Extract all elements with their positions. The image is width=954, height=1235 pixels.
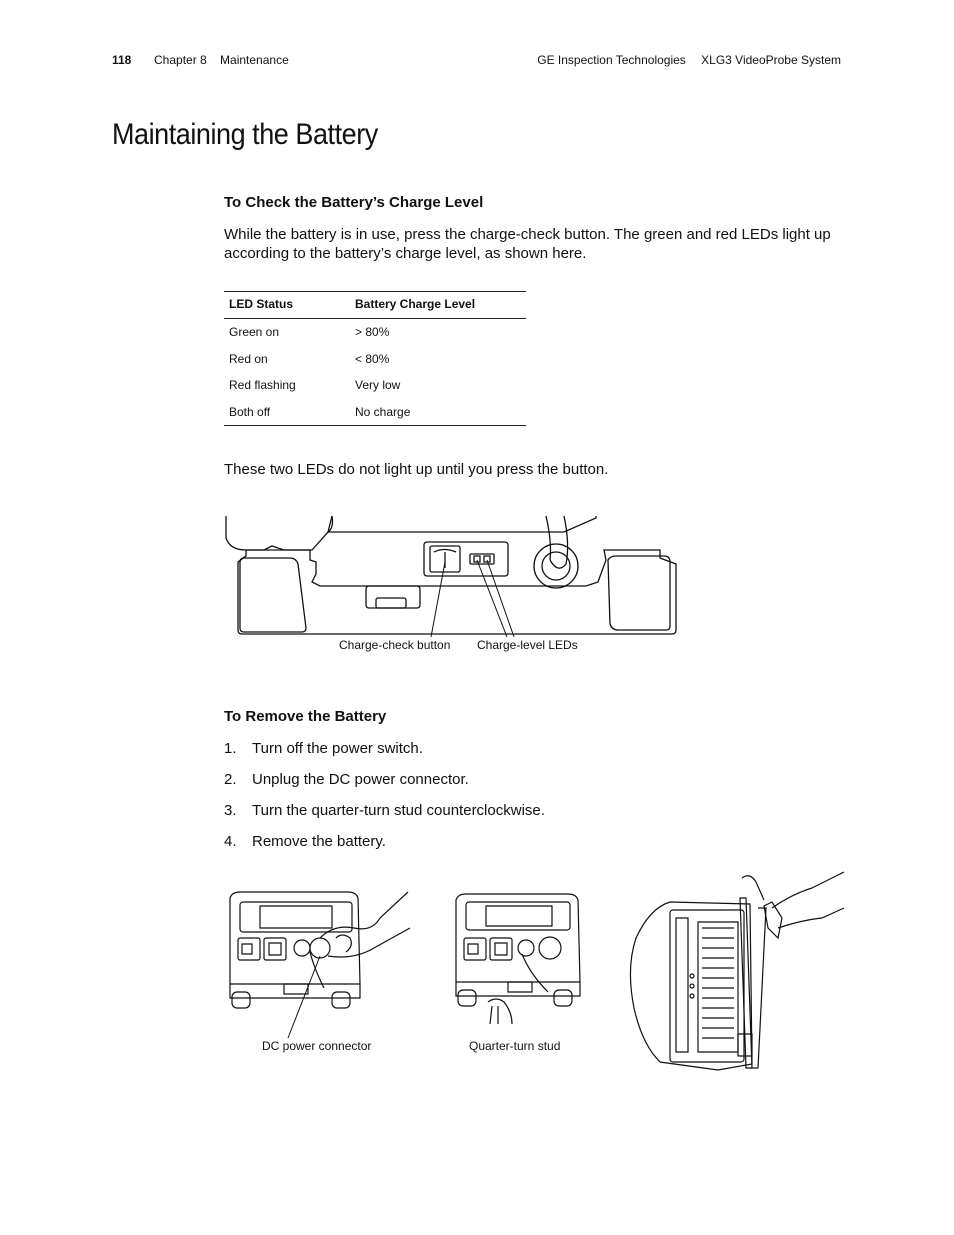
table-row (224, 319, 526, 346)
page-number: 118 (112, 53, 132, 67)
battery-indicator-illustration (224, 512, 684, 642)
remove-heading: To Remove the Battery (224, 708, 387, 725)
table-row (224, 399, 526, 426)
charge-level-leds-label: Charge-level LEDs (477, 638, 578, 652)
table-header-row (224, 292, 526, 319)
led-status-table (224, 291, 526, 426)
column-header: LED Status (224, 292, 350, 319)
table-row (224, 372, 526, 399)
unplug-dc-connector-illustration (224, 888, 410, 1038)
company-name: GE Inspection Technologies (537, 53, 686, 67)
quarter-turn-stud-label: Quarter-turn stud (469, 1039, 561, 1053)
column-header: Battery Charge Level (350, 292, 526, 319)
table-cell: Red on (229, 351, 268, 366)
remove-battery-illustration (622, 868, 844, 1074)
table-cell: < 80% (355, 351, 390, 366)
check-heading: To Check the Battery’s Charge Level (224, 194, 484, 211)
list-item (224, 833, 386, 850)
step-number: 2. (224, 771, 237, 788)
page-title: Maintaining the Battery (112, 118, 378, 151)
step-number: 3. (224, 802, 237, 819)
table-cell: > 80% (355, 325, 390, 340)
list-item (224, 771, 469, 788)
table-cell: Both off (224, 399, 350, 426)
list-item (224, 802, 545, 819)
table-row (224, 346, 526, 373)
step-text: Unplug the DC power connector. (252, 771, 469, 788)
charge-check-button-label: Charge-check button (339, 638, 451, 652)
step-number: 1. (224, 740, 237, 757)
table-cell: Red flashing (229, 378, 296, 393)
step-text: Turn the quarter-turn stud counterclockwise. (252, 802, 545, 819)
table-cell: Green on (229, 325, 280, 340)
dc-power-connector-label: DC power connector (262, 1039, 372, 1053)
check-intro: While the battery is in use, press the charge-check button. The green and red LEDs light up according to the battery’s charge level, as shown here. (224, 226, 831, 262)
led-note: These two LEDs do not light up until you press the button. (224, 461, 609, 478)
table-cell: Very low (355, 378, 401, 393)
product-name: XLG3 VideoProbe System (701, 53, 841, 67)
list-item (224, 740, 423, 757)
step-text: Remove the battery. (252, 833, 386, 850)
step-text: Turn off the power switch. (252, 740, 423, 757)
quarter-turn-stud-illustration (452, 892, 582, 1034)
chapter-header: Chapter 8 Maintenance (154, 53, 289, 67)
step-number: 4. (224, 833, 237, 850)
running-header (537, 53, 841, 67)
table-cell: No charge (350, 399, 526, 426)
